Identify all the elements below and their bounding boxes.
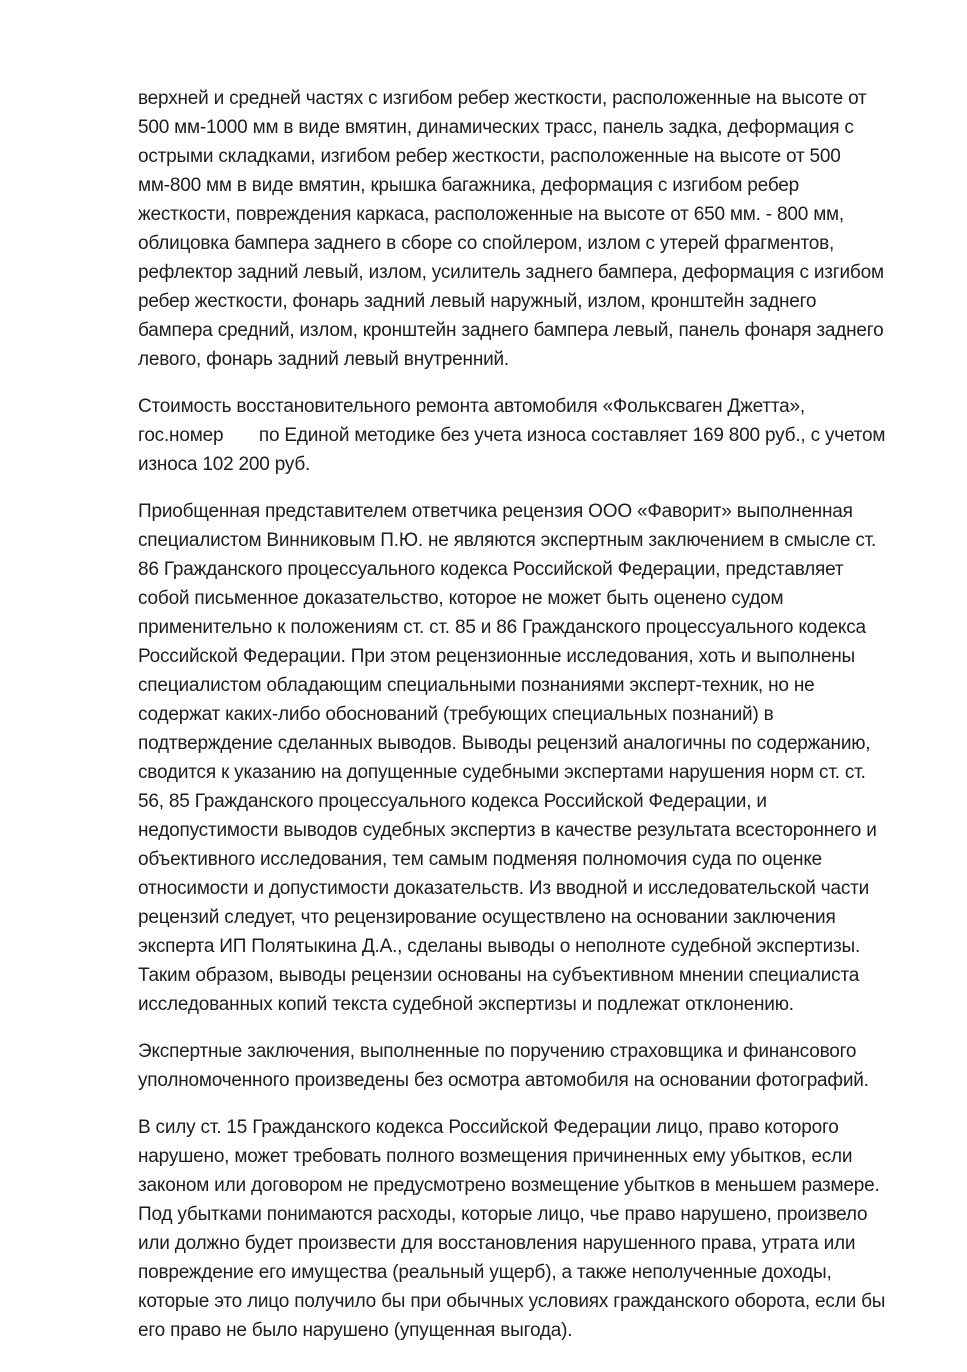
paragraph-damage-description: верхней и средней частях с изгибом ребер жесткости, расположенные на высоте от 500 мм-1000 мм в виде вмятин, динамических трасс, панель задка, деформация с острыми складками, изгибом ребер жесткости, расположенные на высоте от 500 мм-800 мм в виде вмятин, крышка багажника, деформация с изгибом ребер жесткости, повреждения каркаса, расположенные на высоте от 650 мм. - 800 мм, облицовка бампера заднего в сборе со спойлером, излом с утерей фрагментов, рефлектор задний левый, излом, усилитель заднего бампера, деформация с изгибом ребер жесткости, фонарь задний левый наружный, излом, кронштейн заднего бампера средний, излом, кронштейн заднего бампера левый, панель фонаря заднего левого, фонарь задний левый внутренний. — [138, 88, 889, 370]
paragraph-review-assessment: Приобщенная представителем ответчика рецензия ООО «Фаворит» выполненная специалистом Винниковым П.Ю. не являются экспертным заключением в смысле ст. 86 Гражданского процессуального кодекса Российской Федерации, представляет собой письменное доказательство, которое не может быть оценено судом применительно к положениям ст. ст. 85 и 86 Гражданского процессуального кодекса Российской Федерации. При этом рецензионные исследования, хоть и выполнены специалистом обладающим специальными познаниями эксперт-техник, но не содержат каких-либо обоснований (требующих специальных познаний) в подтверждение сделанных выводов. Выводы рецензий аналогичны по содержанию, сводится к указанию на допущенные судебными экспертами нарушения норм ст. ст. 56, 85 Гражданского процессуального кодекса Российской Федерации, и недопустимости выводов судебных экспертиз в качестве результата всестороннего и объективного исследования, тем самым подменяя полномочия суда по оценке относимости и допустимости доказательств. Из вводной и исследовательской части рецензий следует, что рецензирование осуществлено на основании заключения эксперта ИП Полятыкина Д.А., сделаны выводы о неполноте судебной экспертизы. Таким образом, выводы рецензии основаны на субъективном мнении специалиста исследованных копий текста судебной экспертизы и подлежат отклонению. — [138, 501, 882, 1015]
paragraph-expert-conclusions: Экспертные заключения, выполненные по поручению страховщика и финансового уполномоченного произведены без осмотра автомобиля на основании фотографий. — [138, 1041, 869, 1091]
paragraph-civil-code-article-15: В силу ст. 15 Гражданского кодекса Российской Федерации лицо, право которого нарушено, может требовать полного возмещения причиненных ему убытков, если законом или договором не предусмотрено возмещение убытков в меньшем размере. Под убытками понимаются расходы, которые лицо, чье право нарушено, произвело или должно будет произвести для восстановления нарушенного права, утрата или повреждение его имущества (реальный ущерб), а также неполученные доходы, которые это лицо получило бы при обычных условиях гражданского оборота, если бы его право не было нарушено (упущенная выгода). — [138, 1117, 891, 1341]
document-text-block — [138, 84, 894, 1345]
paragraph-repair-cost: Стоимость восстановительного ремонта автомобиля «Фольксваген Джетта», гос.номер по Единой методике без учета износа составляет 169 800 руб., с учетом износа 102 200 руб. — [138, 396, 891, 475]
